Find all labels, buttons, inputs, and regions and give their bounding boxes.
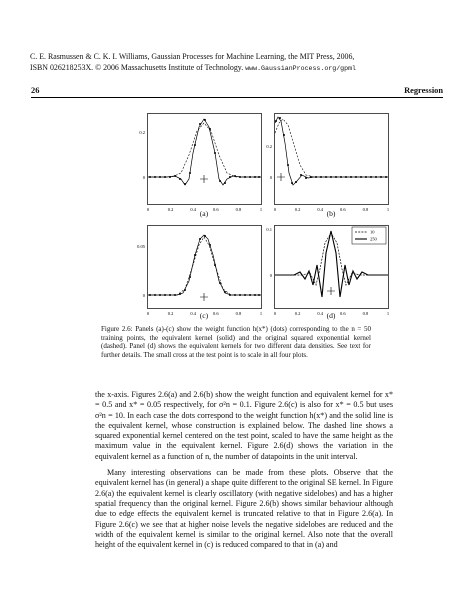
x-tick-label: 0.8 <box>235 207 242 212</box>
figure-panel-b <box>266 113 390 212</box>
y-tick-label: 0.05 <box>137 244 145 249</box>
y-tick-label: 0 <box>269 175 272 180</box>
x-tick-label: 0.8 <box>362 311 369 316</box>
x-tick-label: 0.2 <box>294 207 301 212</box>
x-tick-label: 0.6 <box>212 207 219 212</box>
x-tick-label: 1 <box>386 311 390 316</box>
se-kernel-dashed-curve <box>275 119 388 177</box>
body-text <box>95 390 393 550</box>
test-point-cross <box>277 173 285 181</box>
equivalent-kernel-solid-curve <box>275 117 388 185</box>
section-title: Regression <box>404 86 443 95</box>
page-number: 26 <box>31 86 40 95</box>
test-point-cross <box>327 287 335 295</box>
x-tick-label: 0 <box>146 311 150 316</box>
x-tick-label: 1 <box>386 207 390 212</box>
x-tick-label: 0.6 <box>339 311 346 316</box>
figure-panel-c <box>137 225 263 316</box>
citation-line-1: C. E. Rasmussen & C. K. I. Williams, Gaussian Processes for Machine Learning, the MIT Press, 2006, <box>30 52 355 61</box>
x-tick-label: 0.6 <box>212 311 219 316</box>
citation-header <box>30 52 442 74</box>
website-link[interactable]: www.GaussianProcess.org/gpml <box>245 64 356 72</box>
panel-label-c: (c) <box>199 311 209 320</box>
citation-line-2 <box>30 63 442 75</box>
header-rule <box>31 97 443 98</box>
copyright-text: ISBN 026218253X. © 2006 Massachusetts Institute of Technology. <box>30 62 244 72</box>
x-tick-label: 1 <box>259 207 263 212</box>
y-tick-label: 0 <box>269 273 272 278</box>
paragraph: Many interesting observations can be made from these plots. Observe that the equivalent kernel has (in general) a shape quite different to the original SE kernel. In Figure 2.6(a) the equivalent kernel is clearly oscillatory (with negative sidelobes) and has a higher spatial frequency than the original kernel. Figure 2.6(b) shows similar behaviour although due to edge effects the equivalent kernel is truncated relative to that in Figure 2.6(a). In Figure 2.6(c) we see that at higher noise levels the negative sidelobes are reduced and the width of the equivalent kernel is similar to the original kernel. Also note that the overall height of the equivalent kernel in (c) is reduced compared to that in (a) and <box>95 468 393 550</box>
x-tick-label: 0 <box>273 207 277 212</box>
panel-label-b: (b) <box>326 209 336 218</box>
se-kernel-dashed-curve <box>148 123 261 177</box>
x-tick-label: 0 <box>273 311 277 316</box>
x-tick-label: 0.4 <box>190 311 197 316</box>
weight-function-dots <box>275 117 387 184</box>
x-tick-label: 0.2 <box>167 311 174 316</box>
legend-label: 10 <box>370 229 375 235</box>
figure-panel-d <box>266 225 390 316</box>
x-tick-label: 0.4 <box>317 207 324 212</box>
x-tick-label: 0.4 <box>317 311 324 316</box>
x-tick-label: 0.2 <box>294 311 301 316</box>
figure-caption: Figure 2.6: Panels (a)-(c) show the weight function h(x*) (dots) corresponding to the n = 50 training points, the equivalent kernel (solid) and the original squared exponential kernel (dashed). Panel (d) shows the equivalent kernels for two different data densities. See text for further details. The small cross at the test point is to scale in all four plots. <box>101 325 371 360</box>
weight-function-dots <box>149 119 260 185</box>
figure-panel-a <box>139 113 263 212</box>
equivalent-kernel-solid-curve <box>148 119 261 185</box>
x-tick-label: 0.8 <box>235 311 242 316</box>
x-tick-label: 0.8 <box>362 207 369 212</box>
y-tick-label: 0.2 <box>139 130 145 135</box>
y-tick-label: 0.2 <box>266 144 272 149</box>
y-tick-label: 0 <box>142 293 145 298</box>
x-tick-label: 1 <box>259 311 263 316</box>
legend <box>352 227 386 244</box>
test-point-cross <box>200 175 208 183</box>
y-tick-label: 0 <box>142 175 145 180</box>
se-kernel-dashed-curve <box>148 237 261 295</box>
y-tick-label: 0.1 <box>266 227 272 232</box>
x-tick-label: 0 <box>146 207 150 212</box>
x-tick-label: 0.4 <box>190 207 197 212</box>
panel-label-d: (d) <box>326 311 336 320</box>
weight-function-dots <box>149 235 260 296</box>
panel-label-a: (a) <box>199 209 209 218</box>
equivalent-kernel-solid-curve <box>148 235 261 295</box>
x-tick-label: 0.2 <box>167 207 174 212</box>
test-point-cross <box>200 293 208 301</box>
paragraph: the x-axis. Figures 2.6(a) and 2.6(b) show the weight function and equivalent kernel for x* = 0.5 and x* = 0.05 respectively, for σ²n = 0.1. Figure 2.6(c) is also for x* = 0.5 but uses σ²n = 10. In each case the dots correspond to the weight function h(x*) and the solid line is the equivalent kernel, whose construction is explained below. The dashed line shows a squared exponential kernel centered on the test point, scaled to have the same height as the maximum value in the equivalent kernel. Figure 2.6(d) shows the variation in the equivalent kernel as a function of n, the number of datapoints in the unit interval. <box>95 390 393 461</box>
legend-label: 250 <box>370 236 377 242</box>
x-tick-label: 0.6 <box>339 207 346 212</box>
